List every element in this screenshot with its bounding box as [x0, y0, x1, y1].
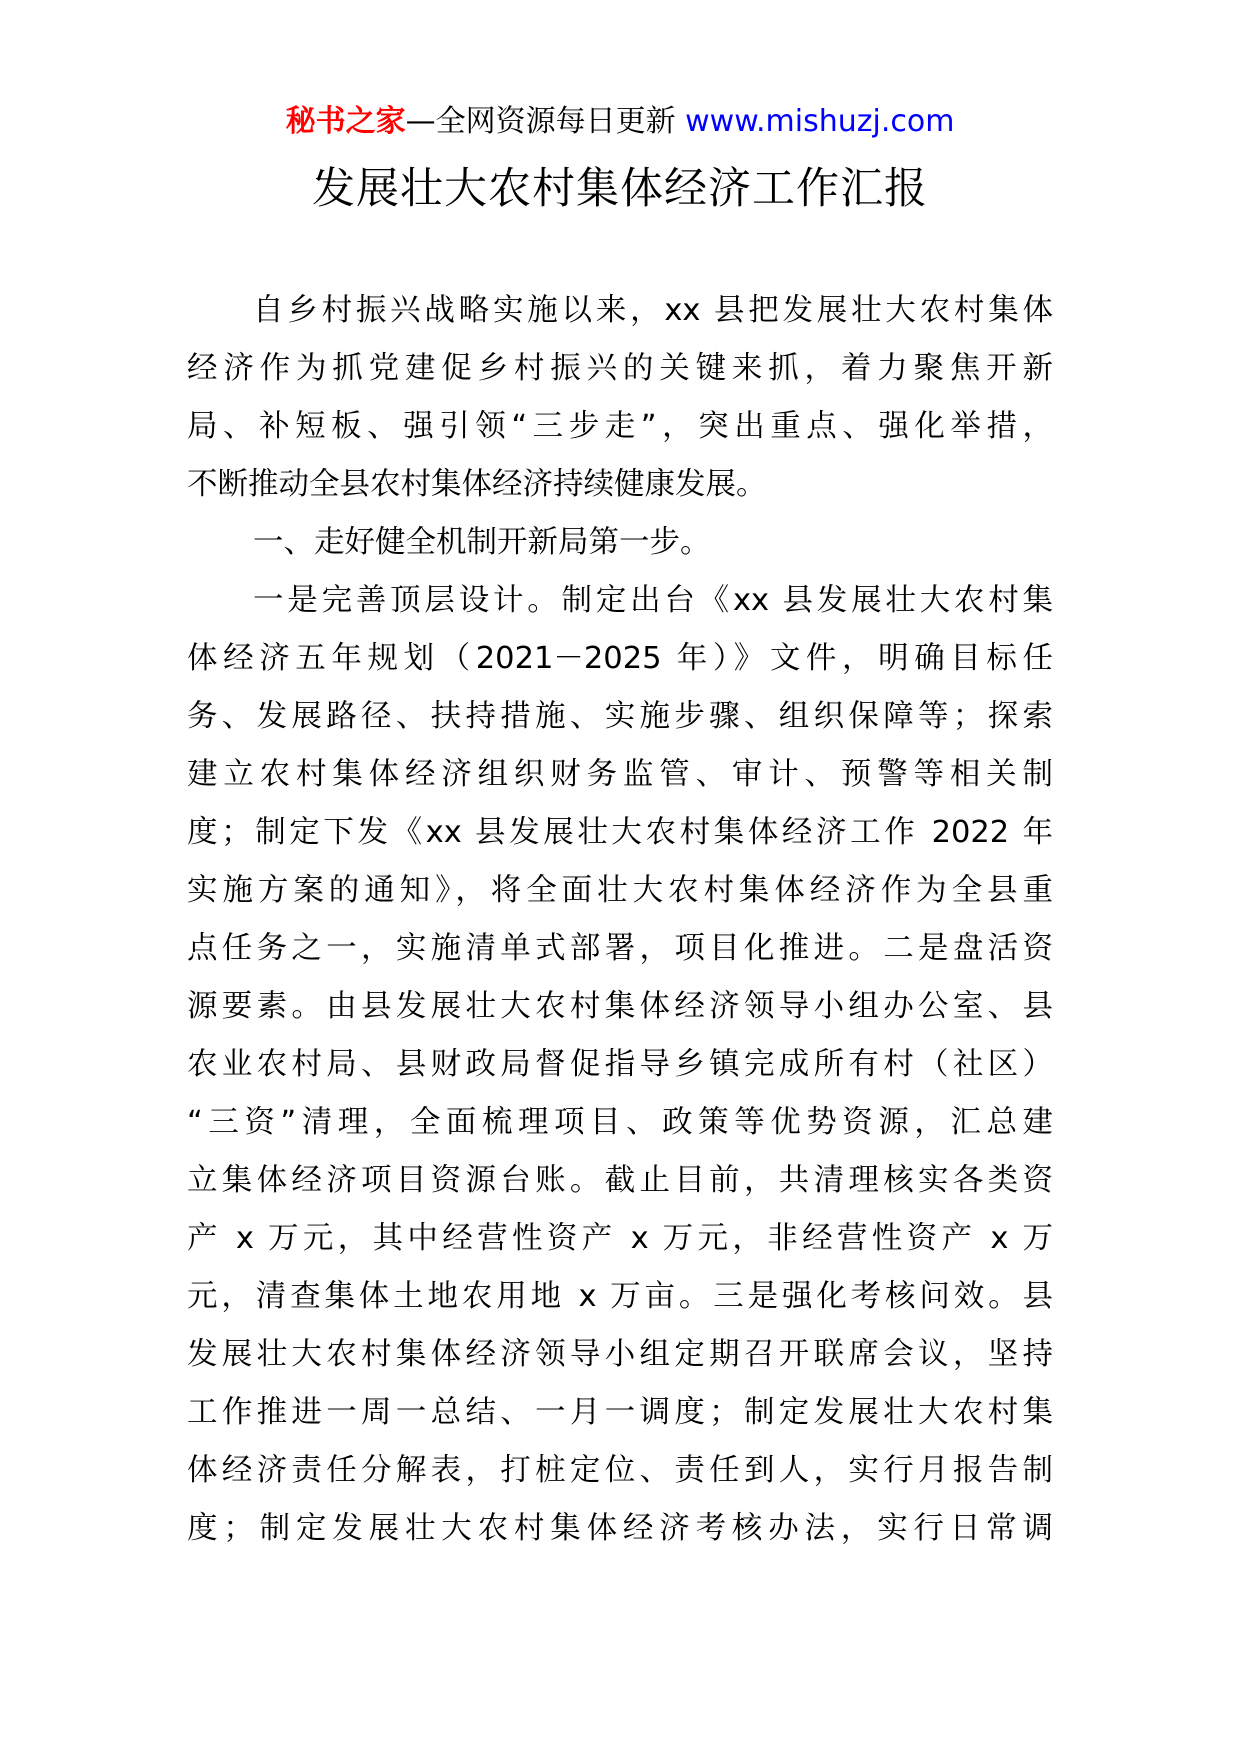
site-url-link[interactable]: www.mishuzj.com: [685, 104, 955, 139]
text-line: “三资”清理，全面梳理项目、政策等优势资源，汇总建: [187, 1105, 1053, 1140]
site-banner: [0, 102, 1240, 142]
text-line: 产 x 万元，其中经营性资产 x 万元，非经营性资产 x 万: [187, 1221, 1053, 1256]
document-title: 发展壮大农村集体经济工作汇报: [312, 164, 928, 214]
document-body: [187, 282, 1053, 1558]
text-line: 体经济五年规划（2021－2025 年）》文件，明确目标任: [187, 641, 1053, 676]
text-line: 局、补短板、强引领“三步走”，突出重点、强化举措，: [187, 409, 1053, 444]
text-line: 立集体经济项目资源台账。截止目前，共清理核实各类资: [187, 1163, 1053, 1198]
text-line: 一是完善顶层设计。制定出台《xx 县发展壮大农村集: [253, 583, 1053, 618]
text-line: 不断推动全县农村集体经济持续健康发展。: [187, 467, 767, 502]
text-line: 工作推进一周一总结、一月一调度；制定发展壮大农村集: [187, 1395, 1053, 1430]
text-line: 源要素。由县发展壮大农村集体经济领导小组办公室、县: [187, 989, 1053, 1024]
text-line: 自乡村振兴战略实施以来，xx 县把发展壮大农村集体: [253, 293, 1053, 328]
text-line: 实施方案的通知》，将全面壮大农村集体经济作为全县重: [187, 873, 1053, 908]
text-line: 农业农村局、县财政局督促指导乡镇完成所有村（社区）: [187, 1047, 1053, 1082]
text-line: 度；制定发展壮大农村集体经济考核办法，实行日常调: [187, 1511, 1053, 1546]
text-line: 发展壮大农村集体经济领导小组定期召开联席会议，坚持: [187, 1337, 1053, 1372]
text-line: 建立农村集体经济组织财务监管、审计、预警等相关制: [187, 757, 1053, 792]
text-line: 体经济责任分解表，打桩定位、责任到人，实行月报告制: [187, 1453, 1053, 1488]
banner-tagline: —全网资源每日更新: [405, 104, 676, 139]
brand-name: 秘书之家: [285, 104, 406, 139]
section-heading: 一、走好健全机制开新局第一步。: [253, 525, 711, 560]
text-line: 点任务之一，实施清单式部署，项目化推进。二是盘活资: [187, 931, 1053, 966]
text-line: 经济作为抓党建促乡村振兴的关键来抓，着力聚焦开新: [187, 351, 1053, 386]
text-line: 元，清查集体土地农用地 x 万亩。三是强化考核问效。县: [187, 1279, 1053, 1314]
text-line: 务、发展路径、扶持措施、实施步骤、组织保障等；探索: [187, 699, 1053, 734]
text-line: 度；制定下发《xx 县发展壮大农村集体经济工作 2022 年: [187, 815, 1053, 850]
